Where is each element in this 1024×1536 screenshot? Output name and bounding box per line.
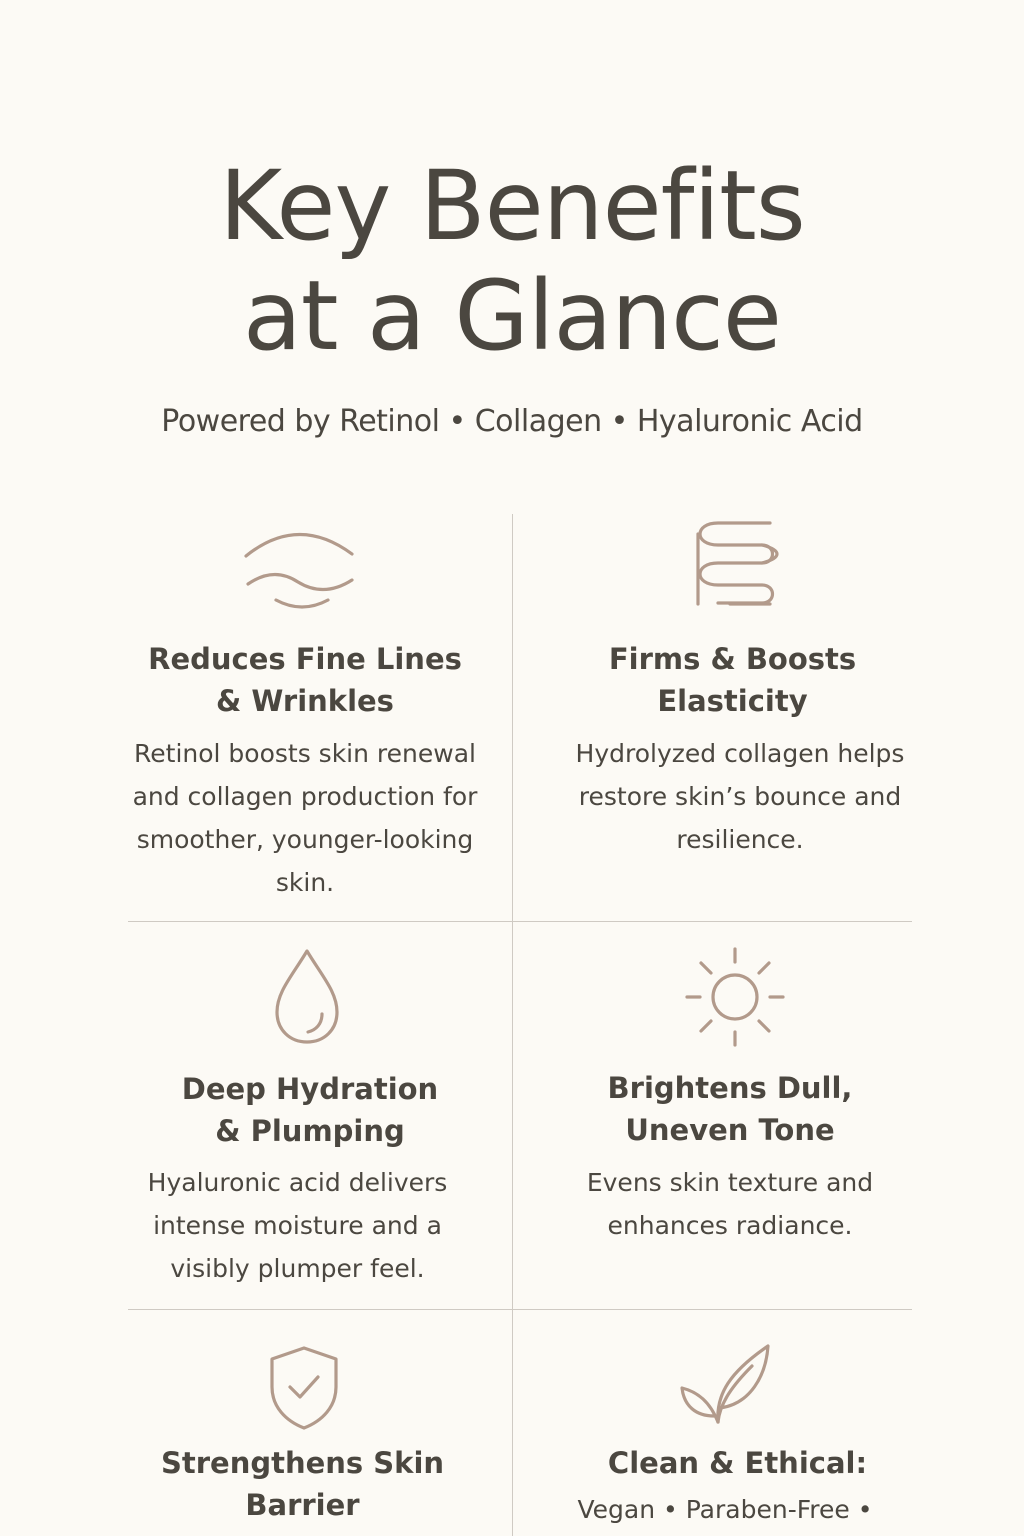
benefit-desc-line: enhances radiance. (607, 1211, 853, 1240)
page-subtitle: Powered by Retinol • Collagen • Hyaluronic Acid (161, 404, 863, 439)
page-title-line-1: Key Benefits (219, 150, 805, 262)
benefit-title-line: Strengthens Skin (160, 1446, 445, 1480)
benefit-desc-line: Retinol boosts skin renewal (134, 739, 476, 768)
shield-check-icon (268, 1345, 340, 1431)
benefit-desc-line: Evens skin texture and (586, 1168, 874, 1197)
benefit-title-line: Elasticity (657, 684, 808, 718)
benefit-desc-line: Vegan • Paraben-Free • (577, 1495, 873, 1524)
benefit-desc-line: skin. (275, 868, 335, 897)
water-drop-icon (274, 948, 340, 1044)
benefit-desc-line: restore skin’s bounce and (578, 782, 902, 811)
grid-divider-vertical (512, 514, 513, 1536)
benefit-fine-lines-desc (110, 732, 500, 904)
benefit-title-line: Barrier (245, 1488, 360, 1522)
benefit-elasticity-desc (545, 732, 935, 861)
benefit-desc-line: visibly plumper feel. (170, 1254, 425, 1283)
benefit-title-line: Clean & Ethical: (607, 1446, 868, 1480)
benefit-title-line: & Wrinkles (216, 684, 394, 718)
benefit-desc-line: smoother, younger-looking (136, 825, 474, 854)
leaf-icon (680, 1344, 772, 1426)
benefit-desc-line: Hydrolyzed collagen helps (575, 739, 905, 768)
benefit-title-line: Deep Hydration (181, 1072, 439, 1106)
benefit-brightens (560, 1067, 900, 1151)
benefit-hydration-desc (110, 1161, 485, 1290)
benefit-title-line: Firms & Boosts (608, 642, 857, 676)
benefit-desc-line: resilience. (676, 825, 804, 854)
benefit-brightens-desc (545, 1161, 915, 1247)
sun-icon (684, 946, 786, 1048)
benefit-hydration (130, 1068, 490, 1152)
benefit-fine-lines (130, 638, 480, 722)
benefit-title-line: Reduces Fine Lines (148, 642, 462, 676)
elasticity-coil-icon (690, 518, 780, 610)
benefit-title-line: Uneven Tone (625, 1113, 835, 1147)
grid-divider-horizontal-2 (128, 1309, 912, 1310)
benefit-barrier (120, 1442, 485, 1526)
benefit-elasticity (560, 638, 905, 722)
benefit-desc-line: and collagen production for (132, 782, 478, 811)
wrinkle-lines-icon (240, 528, 360, 612)
benefit-title-line: Brightens Dull, (607, 1071, 853, 1105)
page-title-line-2: at a Glance (243, 260, 781, 372)
benefit-title-line: & Plumping (215, 1114, 405, 1148)
benefit-clean-ethical (560, 1442, 915, 1484)
benefit-desc-line: intense moisture and a (153, 1211, 442, 1240)
benefit-desc-line: Hyaluronic acid delivers (147, 1168, 448, 1197)
grid-divider-horizontal-1 (128, 921, 912, 922)
benefit-clean-ethical-desc (545, 1488, 905, 1531)
